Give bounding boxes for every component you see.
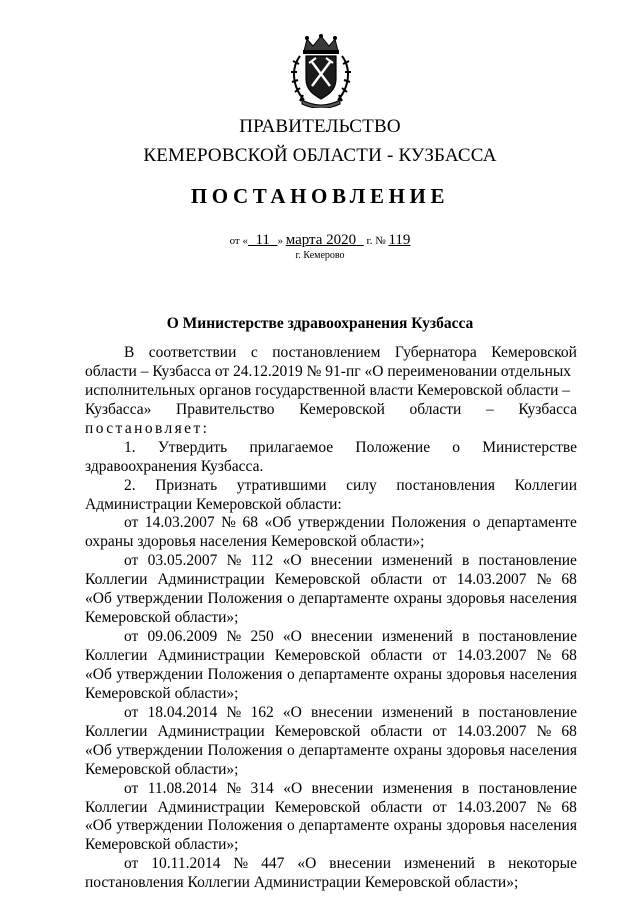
repealed-item-word: 68: [242, 514, 258, 532]
repealed-item-line: [85, 647, 577, 666]
repealed-item-word: от: [124, 855, 139, 873]
date-month-year: марта 2020: [285, 232, 357, 248]
repealed-item-word: Администрации: [157, 647, 265, 664]
repealed-item-word: от: [124, 703, 139, 721]
government-name-line-1: ПРАВИТЕЛЬСТВО: [239, 116, 401, 137]
clause-1-word: Положение: [355, 438, 431, 456]
date-year-suffix: г.: [366, 235, 373, 247]
repealed-item-word: здоровья: [446, 665, 506, 683]
repealed-item-word: «О: [282, 552, 302, 570]
repealed-item-word: от: [432, 722, 447, 740]
clause-2-word: 2.: [124, 476, 136, 494]
repealed-item-word: №: [221, 514, 236, 532]
document-subject: О Министерстве здравоохранения Кузбасса: [166, 315, 474, 332]
repealed-item-word: Кемеровской области»;: [85, 836, 239, 854]
repealed-item-word: №: [536, 647, 552, 664]
repealed-item-word: области: [370, 647, 423, 664]
repealed-item-word: Положения: [207, 817, 283, 835]
repealed-item-word: области: [370, 722, 423, 740]
repealed-item-word: охраны: [393, 590, 443, 608]
repealed-item-word: населения: [509, 665, 577, 683]
repealed-item-word: от: [124, 628, 139, 646]
preamble-word: –: [485, 400, 494, 418]
repealed-item-word: Кемеровской области»;: [85, 609, 239, 627]
repealed-item-word: здоровья: [446, 741, 506, 759]
repealed-item-word: в: [487, 855, 496, 873]
repealed-item-line: [85, 514, 577, 533]
repealed-item-word: департаменте: [299, 741, 390, 759]
repealed-item-word: здоровья: [446, 590, 506, 608]
repealed-item-word: 112: [250, 552, 274, 570]
repealed-item-word: населения: [509, 741, 577, 759]
document-number: 119: [388, 232, 411, 248]
preamble-line: [85, 344, 577, 363]
repealed-item-word: 10.11.2014: [151, 855, 221, 873]
repealed-item-word: от: [432, 571, 447, 589]
repealed-item-word: Положения: [391, 514, 467, 532]
repealed-item-word: 68: [561, 798, 577, 816]
repealed-item-word: Кемеровской: [274, 647, 361, 664]
repealed-item-word: Положения: [207, 590, 283, 608]
repealed-item-word: №: [233, 855, 249, 873]
repealed-item-word: населения: [509, 590, 577, 608]
repealed-item-word: изменений: [381, 703, 453, 721]
repealed-item-word: от: [124, 779, 139, 797]
preamble-word: В: [124, 344, 135, 361]
repealed-item-word: департаменте: [299, 817, 390, 835]
repealed-item-word: изменений: [403, 855, 475, 873]
document-type-title: ПОСТАНОВЛЕНИЕ: [190, 184, 450, 208]
number-sign: №: [375, 235, 386, 247]
repealed-item-word: Положения: [207, 741, 283, 759]
repealed-item-word: Коллегии: [85, 798, 148, 816]
repealed-item-line: [85, 780, 577, 799]
repealed-item-word: охраны: [393, 665, 443, 683]
repealed-item-word: постановление: [478, 703, 577, 721]
repealed-item-word: №: [226, 703, 242, 721]
preamble-word: Кузбасса»: [85, 400, 152, 418]
repealed-item-line: [85, 799, 577, 818]
clause-2-word: Администрации Кемеровской области:: [85, 495, 342, 513]
repealed-item-line: [85, 817, 577, 836]
repealed-item-line: [85, 628, 577, 647]
clause-2-line: [85, 477, 577, 496]
preamble-word: соответствии: [148, 344, 237, 361]
repealed-item-word: постановление: [478, 552, 577, 570]
repealed-item-word: 11.08.2014: [147, 779, 217, 797]
preamble-word: постановлением: [272, 344, 381, 361]
clause-1-word: о: [452, 438, 461, 456]
repealed-item-word: 14.03.2007: [144, 514, 215, 532]
repealed-item-word: «Об: [85, 590, 112, 608]
repealed-item-word: Кемеровской области»;: [85, 684, 239, 702]
preamble-word: Правительство: [176, 400, 275, 418]
repealed-item-word: 14.03.2007: [456, 571, 527, 589]
repealed-item-word: о: [472, 514, 481, 532]
repealed-item-line: [85, 590, 577, 609]
repealed-item-word: от: [432, 647, 447, 664]
preamble-word: Кемеровской: [491, 344, 577, 361]
repealed-item-word: постановление: [478, 779, 577, 797]
preamble-word: Губернатора: [394, 344, 477, 361]
repealed-item-word: изменений: [381, 552, 453, 570]
repealed-item-word: «О: [283, 779, 303, 797]
repealed-item-word: 14.03.2007: [456, 647, 527, 664]
repealed-item-word: «О: [282, 628, 302, 646]
date-prefix: от «: [229, 235, 248, 247]
preamble-word: Кемеровской: [299, 400, 385, 418]
repealed-item-line: [85, 685, 577, 704]
repealed-item-line: [85, 855, 577, 874]
repealed-item-word: утверждении: [116, 741, 204, 759]
repealed-item-word: внесении: [329, 855, 391, 873]
repealed-item-word: в: [461, 779, 470, 797]
clause-1-line: [85, 458, 577, 477]
date-day-value: 11: [255, 232, 270, 248]
repealed-item-word: «Об: [85, 665, 112, 683]
clause-2-word: постановления: [396, 476, 495, 494]
government-name-line-2: КЕМЕРОВСКОЙ ОБЛАСТИ - КУЗБАССА: [143, 145, 497, 166]
repealed-item-word: внесении: [311, 628, 373, 646]
repealed-item-line: [85, 533, 577, 552]
repealed-item-word: Коллегии: [85, 647, 148, 664]
repealed-item-line: [85, 704, 577, 723]
repealed-item-word: утверждении: [116, 817, 204, 835]
repealed-item-word: №: [536, 798, 552, 816]
repealed-item-word: 14.03.2007: [456, 722, 527, 740]
repealed-item-word: о: [286, 817, 295, 835]
preamble-word: постановляет:: [85, 419, 210, 437]
repealed-item-word: в: [462, 703, 470, 721]
preamble-line: [85, 420, 577, 439]
repealed-item-word: Положения: [207, 665, 283, 683]
repealed-item-word: в: [461, 552, 470, 570]
date-number-line: [0, 232, 640, 249]
clause-1-word: Утвердить: [157, 438, 228, 456]
preamble-word: Кузбасса: [518, 400, 577, 418]
preamble-word: с: [250, 344, 258, 361]
repealed-item-word: Коллегии: [85, 722, 148, 740]
preamble-word: исполнительных органов государственной власти Кемеровской области –: [85, 381, 571, 399]
repealed-item-word: от: [124, 514, 139, 532]
city-line: г. Кемерово: [295, 250, 345, 261]
repealed-item-word: 68: [561, 571, 577, 589]
clause-2-line: [85, 496, 577, 515]
repealed-item-word: 09.06.2009: [147, 628, 218, 646]
preamble-line: [85, 363, 577, 382]
preamble-word: области: [409, 400, 462, 418]
repealed-item-line: [85, 723, 577, 742]
repealed-item-word: №: [536, 571, 552, 589]
repealed-item-word: охраны здоровья населения Кемеровской области»;: [85, 533, 425, 551]
repealed-item-word: Коллегии: [85, 571, 148, 589]
repealed-item-word: Кемеровской области»;: [85, 760, 239, 778]
repealed-item-word: №: [536, 722, 552, 740]
preamble-word: области – Кузбасса от 24.12.2019 № 91-пг «О переименовании отдельных: [85, 362, 572, 380]
repealed-item-word: изменения: [382, 779, 453, 797]
repealed-item-word: охраны: [393, 817, 443, 835]
repealed-item-word: 14.03.2007: [456, 798, 527, 816]
clause-1-word: Министерстве: [482, 438, 577, 456]
repealed-item-word: «О: [297, 855, 317, 873]
repealed-item-word: 03.05.2007: [147, 552, 218, 570]
clause-1-line: [85, 439, 577, 458]
repealed-item-word: 314: [250, 779, 274, 797]
repealed-item-word: Кемеровской: [274, 722, 361, 740]
repealed-item-line: [85, 571, 577, 590]
clause-2-word: силу: [346, 476, 377, 494]
repealed-item-word: о: [286, 590, 295, 608]
clause-2-word: Признать: [155, 476, 218, 494]
repealed-item-word: 447: [261, 855, 285, 873]
repealed-item-word: внесении: [311, 779, 374, 797]
repealed-item-word: о: [286, 665, 295, 683]
date-mid: »: [277, 235, 283, 247]
document-body: [85, 344, 577, 893]
repealed-item-word: охраны: [393, 741, 443, 759]
repealed-item-word: 68: [561, 647, 577, 664]
clause-2-word: утратившими: [236, 476, 327, 494]
repealed-item-word: Администрации: [157, 571, 265, 589]
clause-1-word: 1.: [124, 438, 136, 456]
repealed-item-word: изменений: [381, 628, 453, 646]
repealed-item-word: утверждении: [116, 665, 204, 683]
repealed-item-word: области: [370, 571, 423, 589]
repealed-item-word: некоторые: [508, 855, 577, 873]
clause-1-word: прилагаемое: [249, 438, 334, 456]
repealed-item-word: внесении: [311, 703, 373, 721]
repealed-item-word: Кемеровской: [274, 798, 361, 816]
preamble-line: [85, 382, 577, 401]
date-day: [248, 232, 277, 248]
repealed-item-word: области: [370, 798, 423, 816]
repealed-item-word: внесении: [310, 552, 373, 570]
repealed-item-word: о: [286, 741, 295, 759]
repealed-item-word: департаменте: [299, 665, 390, 683]
repealed-item-word: Администрации: [157, 798, 265, 816]
repealed-item-line: [85, 609, 577, 628]
clause-1-word: здравоохранения Кузбасса.: [85, 457, 264, 475]
repealed-item-word: №: [226, 552, 242, 570]
repealed-item-line: [85, 761, 577, 780]
kuzbass-coat-of-arms-icon: [290, 34, 352, 108]
repealed-item-word: №: [226, 628, 242, 646]
repealed-item-word: №: [226, 779, 242, 797]
repealed-item-word: «Об: [85, 817, 112, 835]
repealed-item-word: 68: [561, 722, 577, 740]
repealed-item-word: департаменте: [299, 590, 390, 608]
repealed-item-line: [85, 552, 577, 571]
repealed-item-word: населения: [509, 817, 577, 835]
repealed-item-word: здоровья: [446, 817, 506, 835]
repealed-item-word: постановление: [478, 628, 577, 646]
repealed-item-word: Администрации: [157, 722, 265, 740]
repealed-item-word: от: [432, 798, 447, 816]
repealed-item-word: «Об: [85, 741, 112, 759]
repealed-item-word: в: [462, 628, 470, 646]
repealed-item-line: [85, 666, 577, 685]
clause-2-word: Коллегии: [514, 476, 577, 494]
repealed-item-line: [85, 742, 577, 761]
repealed-item-word: утверждении: [297, 514, 385, 532]
repealed-item-line: [85, 874, 577, 893]
repealed-item-word: «Об: [264, 514, 292, 532]
repealed-item-word: департаменте: [486, 514, 577, 532]
repealed-item-word: 250: [250, 628, 274, 646]
repealed-item-word: Кемеровской: [274, 571, 361, 589]
preamble-line: [85, 401, 577, 420]
repealed-item-word: от: [124, 552, 139, 570]
repealed-item-word: 18.04.2014: [147, 703, 218, 721]
repealed-item-word: утверждении: [116, 590, 204, 608]
repealed-item-word: 162: [250, 703, 274, 721]
repealed-item-line: [85, 836, 577, 855]
repealed-item-word: постановления Коллегии Администрации Кемеровской области»;: [85, 874, 519, 892]
repealed-item-word: «О: [282, 703, 302, 721]
